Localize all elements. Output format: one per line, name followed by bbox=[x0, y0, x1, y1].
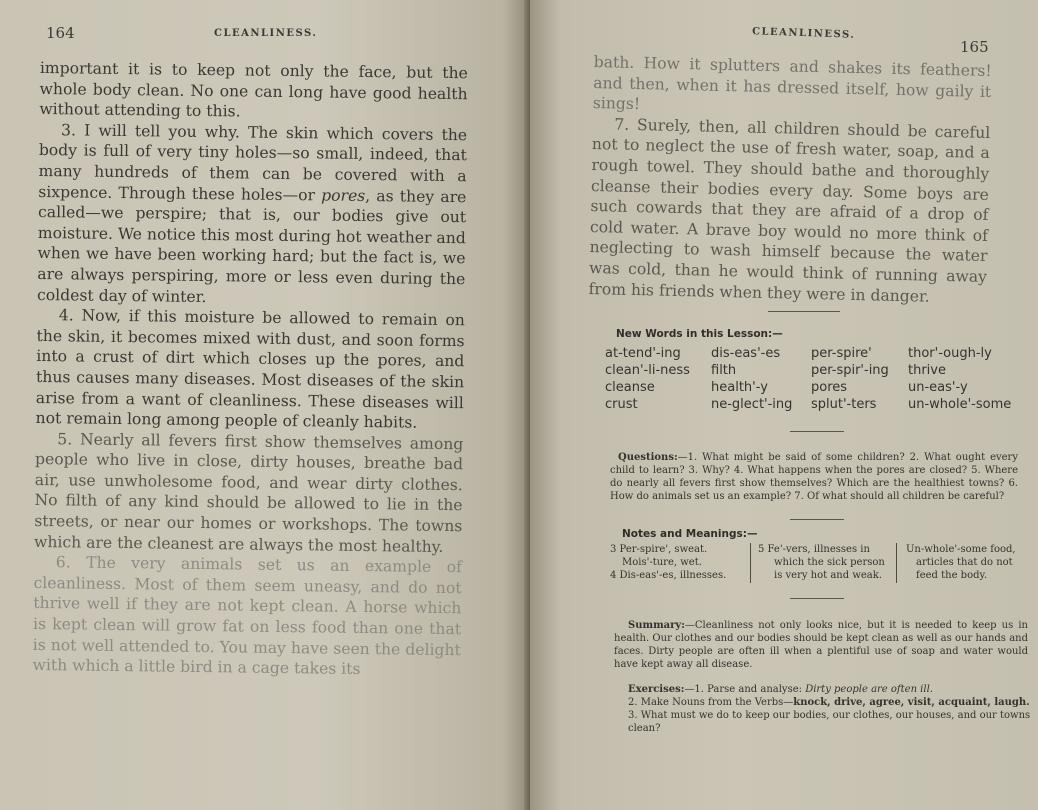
paragraph-4: 4. Now, if this moisture be allowed to remain on the skin, it becomes mixed with dust, and soon forms into a crust of dirt which closes up the pores, and thus causes many diseases. Most diseases of the skin arise from a want of cleanliness. These diseases will not remain long among people of cleanly habits. bbox=[35, 306, 465, 432]
divider-rule bbox=[790, 519, 844, 520]
questions-label: Questions: bbox=[618, 452, 678, 463]
word-item: filth bbox=[711, 363, 737, 378]
questions-block bbox=[610, 451, 1018, 503]
exercise-2-bold: knock, drive, agree, visit, acquaint, laugh. bbox=[793, 697, 1030, 708]
paragraph-3-part-a: 3. I will tell you why. The skin which covers the body is full of very tiny holes—so small, indeed, that many hundreds of them can be covered with a sixpence. Through these holes—or bbox=[38, 121, 468, 205]
notes-column bbox=[758, 543, 898, 582]
paragraph-3-italic-pores: pores bbox=[321, 186, 366, 205]
exercise-1-prefix: —1. Parse and analyse: bbox=[684, 684, 806, 695]
exercises-block bbox=[614, 683, 1034, 735]
right-body-text bbox=[588, 52, 992, 308]
running-head-left: CLEANLINESS. bbox=[214, 28, 318, 39]
paragraph-continued-right: bath. How it splutters and shakes its feathers! and then, when it has dressed itself, how gaily it sings! bbox=[592, 52, 992, 114]
word-item: per-spir'-ing bbox=[811, 363, 889, 378]
exercise-line-2 bbox=[614, 696, 1034, 709]
note-line: which the sick person bbox=[774, 557, 885, 568]
divider-rule bbox=[768, 311, 840, 312]
word-item: un-eas'-y bbox=[908, 380, 968, 395]
divider-rule bbox=[790, 431, 844, 432]
paragraph-3-part-b: , as they are called—we perspire; that is, our bodies give out moisture. We notice this most during hot weather and when we have been working hard; but the fact is, we are always perspiring, more or less even during the coldest day of winter. bbox=[37, 186, 467, 306]
summary-label: Summary: bbox=[628, 620, 685, 631]
note-line: 5 Fe'-vers, illnesses in bbox=[758, 544, 870, 555]
summary-text: —Cleanliness not only looks nice, but it is needed to keep us in health. Our clothes and our bodies should be kept clean as well as our hands and faces. Dirty people are often ill when a plentiful use of soap and water would have kept away all disease. bbox=[614, 620, 1028, 670]
word-item: health'-y bbox=[711, 380, 768, 395]
word-item: at-tend'-ing bbox=[605, 346, 681, 361]
word-item: crust bbox=[605, 397, 638, 412]
word-item: pores bbox=[811, 380, 848, 395]
word-item: splut'-ters bbox=[811, 397, 877, 412]
notes-separator bbox=[896, 543, 897, 583]
paragraph-3 bbox=[37, 120, 467, 311]
word-item: thrive bbox=[908, 363, 946, 378]
paragraph-7: 7. Surely, then, all children should be careful not to neglect the use of fresh water, soap, and a rough towel. They should bathe and thoroughly cleanse their bodies every day. Some boys are such cowards that they are afraid of a drop of cold water. A brave boy would no more think of neglecting to wash himself because the water was cold, than he would think of running away from his friends when they were in danger. bbox=[588, 115, 991, 306]
notes-column bbox=[906, 543, 1030, 582]
word-item: cleanse bbox=[605, 380, 655, 395]
page-number-right: 165 bbox=[960, 38, 989, 56]
new-words-column bbox=[811, 345, 889, 413]
word-item: clean'-li-ness bbox=[605, 363, 690, 378]
word-item: ne-glect'-ing bbox=[711, 397, 793, 412]
questions-text: —1. What might be said of some children? 2. What ought every child to learn? 3. Why? 4. What happens when the pores are closed? 5. Where do nearly all fevers first show themselves? Which are the healthiest towns? 6. How do animals set us an example? 7. Of what should all children be careful? bbox=[610, 452, 1018, 502]
new-words-column bbox=[908, 345, 1011, 413]
exercise-2-prefix: 2. Make Nouns from the Verbs— bbox=[628, 697, 794, 708]
note-line: feed the body. bbox=[916, 570, 987, 581]
paragraph-5: 5. Nearly all fevers first show themselves among people who live in close, dirty houses, breathe bad air, use unwholesome food, and wear dirty clothes. No filth of any kind should be allowed to lie in the streets, or near our homes or workshops. The towns which are the cleanest are always the most healthy. bbox=[33, 429, 464, 556]
note-line: Un-whole'-some food, bbox=[906, 544, 1016, 555]
notes-title: Notes and Meanings:— bbox=[622, 528, 758, 540]
new-words-title: New Words in this Lesson:— bbox=[616, 328, 783, 340]
divider-rule bbox=[790, 598, 844, 599]
exercises-label: Exercises: bbox=[628, 684, 685, 695]
notes-column bbox=[610, 543, 745, 582]
new-words-column bbox=[605, 345, 690, 413]
note-line: Mois'-ture, wet. bbox=[622, 557, 702, 568]
word-item: thor'-ough-ly bbox=[908, 346, 992, 361]
notes-separator bbox=[750, 543, 751, 583]
paragraph-6: 6. The very animals set us an example of cleanliness. Most of them seem uneasy, and do not thrive well if they are not kept clean. A horse which is kept clean will grow fat on less food than one that is not well attended to. You may have seen the delight with which a little bird in a cage takes its bbox=[32, 553, 462, 679]
note-line: 3 Per-spire', sweat. bbox=[610, 544, 708, 555]
exercise-1-italic: Dirty people are often ill. bbox=[805, 684, 933, 695]
word-item: per-spire' bbox=[811, 346, 872, 361]
running-head-right: CLEANLINESS. bbox=[751, 26, 856, 41]
exercise-line-3: 3. What must we do to keep our bodies, our clothes, our houses, and our towns clean? bbox=[628, 710, 1031, 734]
page-number-left: 164 bbox=[46, 24, 75, 42]
left-body-text bbox=[32, 58, 468, 681]
word-item: dis-eas'-es bbox=[711, 346, 781, 361]
word-item: un-whole'-some bbox=[908, 397, 1012, 412]
note-line: 4 Dis-eas'-es, illnesses. bbox=[610, 570, 727, 581]
paragraph-continued: important it is to keep not only the face, but the whole body clean. No one can long have good health without attending to this. bbox=[39, 58, 468, 121]
exercise-line-1 bbox=[614, 683, 1034, 696]
note-line: articles that do not bbox=[916, 557, 1013, 568]
new-words-column bbox=[711, 345, 792, 413]
note-line: is very hot and weak. bbox=[774, 570, 883, 581]
summary-block bbox=[614, 619, 1028, 671]
